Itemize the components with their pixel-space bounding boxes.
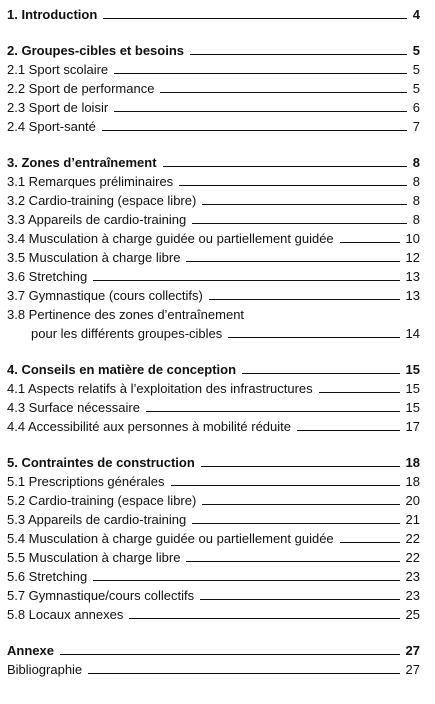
toc-page-number: 25 [405, 607, 420, 622]
toc-entry[interactable] [7, 584, 420, 603]
toc-section [7, 451, 420, 622]
toc-page-number: 13 [405, 269, 420, 284]
toc-entry-title: Bibliographie [7, 662, 83, 677]
toc-entry[interactable] [7, 246, 420, 265]
leader-line [242, 373, 400, 374]
leader-line [88, 673, 399, 674]
leader-line [190, 54, 407, 55]
toc-entry-title: 2.2 Sport de performance [7, 81, 155, 96]
toc-page-number: 8 [412, 193, 420, 208]
leader-line [297, 430, 400, 431]
toc-page-number: 5 [412, 43, 420, 58]
toc-section [7, 39, 420, 134]
toc-entry[interactable] [7, 396, 420, 415]
toc-entry-title: 5.3 Appareils de cardio-training [7, 512, 187, 527]
leader-line [192, 223, 407, 224]
toc-section [7, 151, 420, 341]
toc-entry-continuation[interactable] [7, 322, 420, 341]
leader-line [202, 204, 406, 205]
toc-entry[interactable] [7, 265, 420, 284]
leader-line [192, 523, 399, 524]
toc-entry[interactable] [7, 189, 420, 208]
leader-line [209, 299, 400, 300]
toc-page-number: 10 [405, 231, 420, 246]
toc-page-number: 21 [405, 512, 420, 527]
toc-entry-title: 2.4 Sport-santé [7, 119, 96, 134]
toc-entry-title: 5.6 Stretching [7, 569, 88, 584]
toc-entry-title: 3. Zones d’entraînement [7, 155, 157, 170]
leader-line [228, 337, 399, 338]
toc-entry-title: 5.1 Prescriptions générales [7, 474, 165, 489]
toc-page-number: 14 [405, 326, 420, 341]
toc-page-number: 17 [405, 419, 420, 434]
toc-entry-title: 3.5 Musculation à charge libre [7, 250, 181, 265]
toc-entry-multiline[interactable] [7, 303, 420, 341]
toc-entry[interactable] [7, 170, 420, 189]
toc-page-number: 5 [412, 62, 420, 77]
toc-entry-title: 4.3 Surface nécessaire [7, 400, 140, 415]
toc-entry[interactable] [7, 115, 420, 134]
toc-page-number: 8 [412, 155, 420, 170]
toc-entry[interactable] [7, 489, 420, 508]
toc-page-number: 18 [405, 455, 420, 470]
toc-page-number: 8 [412, 212, 420, 227]
toc-entry[interactable] [7, 208, 420, 227]
leader-line [201, 466, 400, 467]
toc-page-number: 15 [405, 362, 420, 377]
toc-page-number: 15 [405, 400, 420, 415]
toc-entry[interactable] [7, 658, 420, 677]
toc-entry[interactable] [7, 603, 420, 622]
leader-line [186, 561, 399, 562]
toc-section-heading[interactable] [7, 639, 420, 658]
toc-section-heading[interactable] [7, 151, 420, 170]
toc-entry[interactable] [7, 415, 420, 434]
toc-page-number: 18 [405, 474, 420, 489]
leader-line [186, 261, 399, 262]
leader-line [129, 618, 399, 619]
toc-entry[interactable] [7, 565, 420, 584]
toc-entry-title: pour les différents groupes-cibles [31, 326, 223, 341]
toc-entry-title: 5. Contraintes de construction [7, 455, 195, 470]
toc-entry-title: 1. Introduction [7, 7, 98, 22]
toc-section [7, 0, 420, 22]
toc-section-heading[interactable] [7, 358, 420, 377]
toc-page-number: 15 [405, 381, 420, 396]
toc-entry[interactable] [7, 527, 420, 546]
toc-section [7, 358, 420, 434]
toc-page-number: 27 [405, 643, 420, 658]
toc-entry-title: 2. Groupes-cibles et besoins [7, 43, 184, 58]
toc-entry-title: 4.4 Accessibilité aux personnes à mobilité réduite [7, 419, 291, 434]
toc-entry-title: 5.5 Musculation à charge libre [7, 550, 181, 565]
toc-page-number: 20 [405, 493, 420, 508]
toc-page-number: 22 [405, 550, 420, 565]
toc-page-number: 13 [405, 288, 420, 303]
toc-entry-title: 3.2 Cardio-training (espace libre) [7, 193, 197, 208]
leader-line [340, 242, 400, 243]
toc-entry-title: 3.3 Appareils de cardio-training [7, 212, 187, 227]
leader-line [319, 392, 400, 393]
leader-line [93, 280, 399, 281]
toc-entry-title: 3.8 Pertinence des zones d’entraînement [7, 307, 245, 322]
toc-entry-title: 2.1 Sport scolaire [7, 62, 109, 77]
toc-page-number: 8 [412, 174, 420, 189]
leader-line [60, 654, 400, 655]
toc-page-number: 5 [412, 81, 420, 96]
toc-entry-title: 3.4 Musculation à charge guidée ou partiellement guidée [7, 231, 334, 246]
toc-section-heading[interactable] [7, 451, 420, 470]
leader-line [171, 485, 400, 486]
toc-entry-title: 4. Conseils en matière de conception [7, 362, 237, 377]
toc-entry[interactable] [7, 96, 420, 115]
toc-entry-title: Annexe [7, 643, 54, 658]
leader-line [202, 504, 399, 505]
table-of-contents [7, 0, 420, 694]
leader-line [163, 166, 407, 167]
toc-entry[interactable] [7, 546, 420, 565]
toc-page-number: 22 [405, 531, 420, 546]
toc-entry-title: 5.8 Locaux annexes [7, 607, 124, 622]
toc-entry-title: 5.7 Gymnastique/cours collectifs [7, 588, 195, 603]
toc-page-number: 23 [405, 569, 420, 584]
toc-entry-title: 3.1 Remarques préliminaires [7, 174, 174, 189]
toc-section [7, 639, 420, 677]
toc-entry[interactable] [7, 58, 420, 77]
toc-entry-title: 5.2 Cardio-training (espace libre) [7, 493, 197, 508]
leader-line [114, 73, 407, 74]
leader-line [179, 185, 407, 186]
leader-line [160, 92, 406, 93]
leader-line [103, 18, 406, 19]
toc-entry-title: 5.4 Musculation à charge guidée ou partiellement guidée [7, 531, 334, 546]
leader-line [93, 580, 399, 581]
toc-entry[interactable] [7, 227, 420, 246]
toc-entry[interactable] [7, 77, 420, 96]
toc-page-number: 27 [405, 662, 420, 677]
toc-entry-title: 4.1 Aspects relatifs à l’exploitation des infrastructures [7, 381, 313, 396]
toc-page-number: 6 [412, 100, 420, 115]
toc-section-heading[interactable] [7, 0, 420, 22]
toc-entry-title: 3.6 Stretching [7, 269, 88, 284]
toc-section-heading[interactable] [7, 39, 420, 58]
toc-entry[interactable] [7, 284, 420, 303]
toc-page-number: 4 [412, 7, 420, 22]
toc-entry[interactable] [7, 470, 420, 489]
toc-entry[interactable] [7, 508, 420, 527]
leader-line [146, 411, 400, 412]
toc-page-number: 12 [405, 250, 420, 265]
leader-line [340, 542, 400, 543]
toc-page-number: 7 [412, 119, 420, 134]
leader-line [114, 111, 407, 112]
leader-line [200, 599, 399, 600]
toc-page-number: 23 [405, 588, 420, 603]
toc-entry-title: 2.3 Sport de loisir [7, 100, 109, 115]
toc-entry-title: 3.7 Gymnastique (cours collectifs) [7, 288, 203, 303]
toc-entry[interactable] [7, 377, 420, 396]
leader-line [102, 130, 407, 131]
